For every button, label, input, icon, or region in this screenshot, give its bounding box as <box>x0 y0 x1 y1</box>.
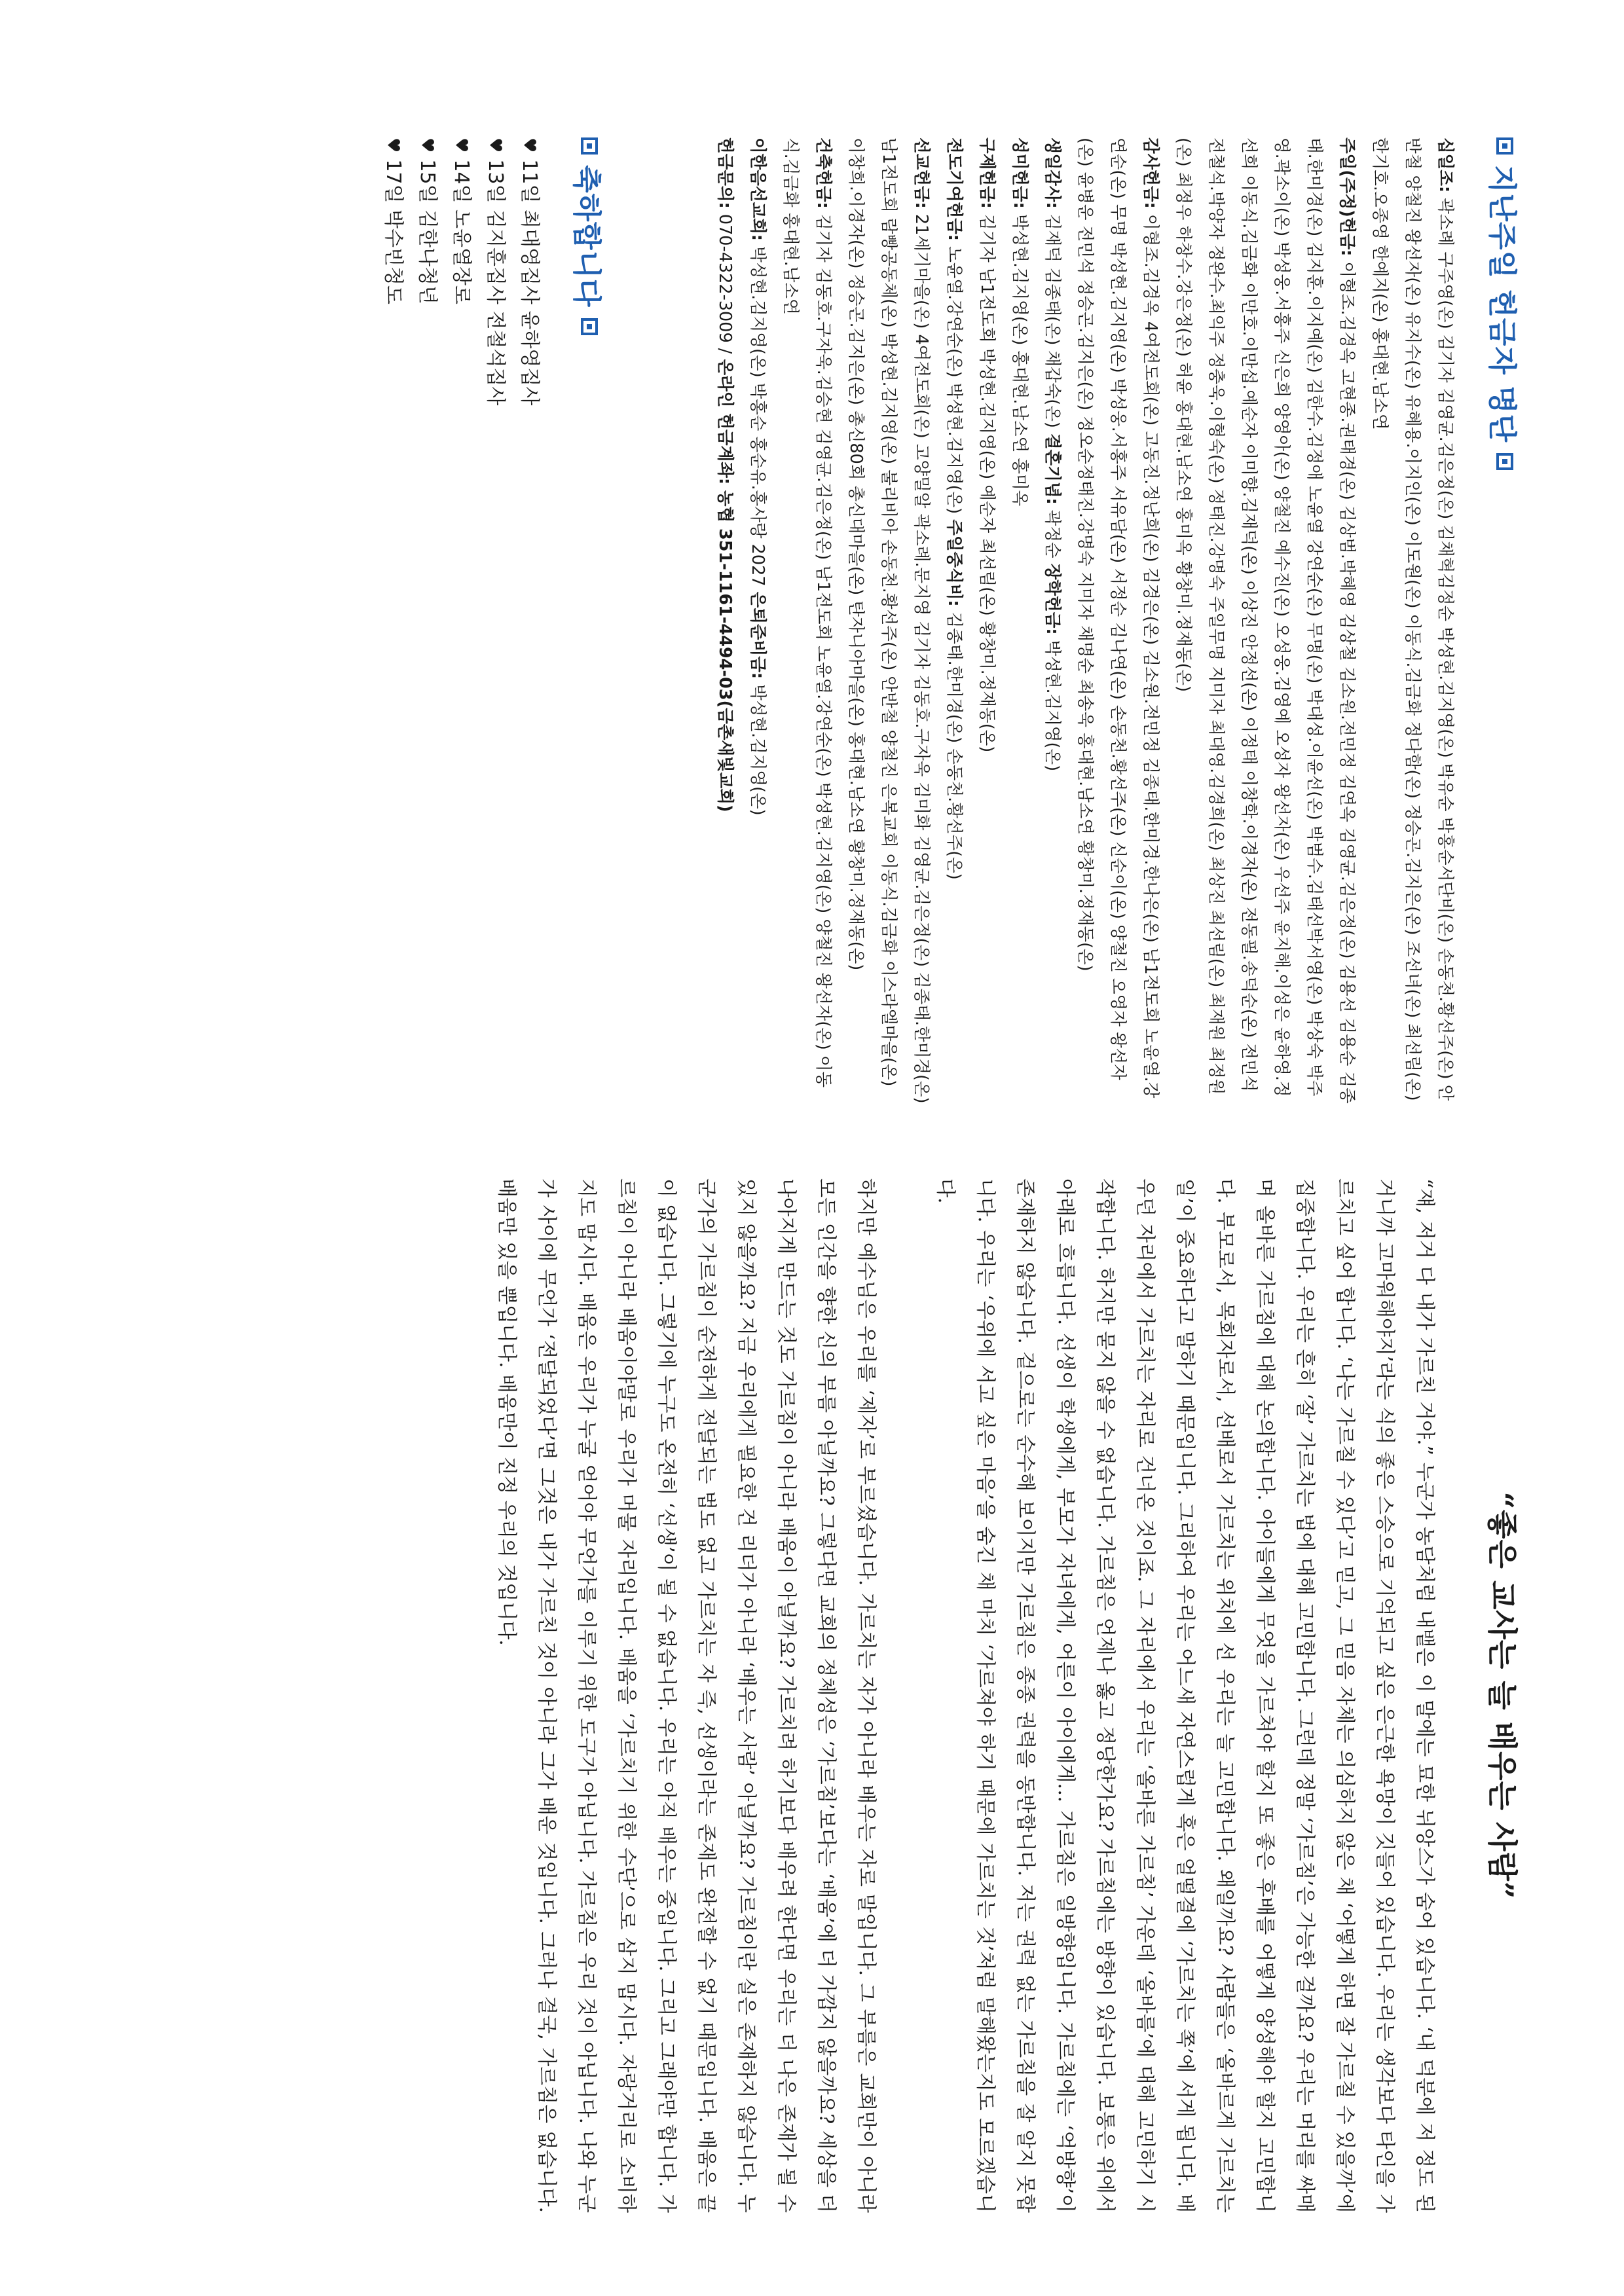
offering-line <box>840 137 938 1106</box>
offering-donors: 김기자 남1전도회 박성현.김지영(온) 예순자 최선림(온) 황창미.정재동(온) <box>977 208 997 753</box>
offering-donors: 노윤열.강연순(온) 박성현.김지영(온) <box>944 241 964 520</box>
list-item <box>376 137 410 1106</box>
congrats-entry: 15일 김한나청년 <box>416 159 439 304</box>
offering-line <box>1003 137 1036 1106</box>
square-bullet-icon <box>581 137 598 155</box>
offering-donors: 김종태.한미경(온) 손동천.황선주(온) <box>944 606 964 880</box>
offering-category-label: 생일감사: <box>1043 137 1062 209</box>
square-bullet-icon <box>581 318 598 335</box>
offering-category-label: 헌금문의: <box>715 137 735 209</box>
offering-donors: 박성현.김지영(온) 홍대현.남소연 홍미옥 <box>1010 208 1029 507</box>
offering-line <box>709 137 741 1106</box>
offering-donors: 이형조.김경옥 4여전도회(온) 고동진.정난희(온) 김경은(온) 김소원.전민정 김종태.한미경.한나은(온) 남1전도회 노윤열.강연순(온) 무명 박성현.김지영(온) 박성웅.서홍주 서유담(온) 서정순 김나연(온) 손동천.황선주(온) 신순이(온) 양철진 오영자 왕선자(온) 윤병운 전민석 정승곤.김지은(온) 정오순정태진.강명숙 지미자 채명순 최송욱 홍대현.남소연 황창미.정재동(온) <box>1075 137 1160 1099</box>
list-item <box>444 137 478 1106</box>
offering-donors: 박성현.김지영(온) <box>1043 634 1062 772</box>
offering-line <box>970 137 1003 1106</box>
offering-line <box>1363 137 1462 1106</box>
offering-category-label: 주일중식비: <box>944 519 964 607</box>
heart-icon: ♥ <box>519 137 539 153</box>
essay-title: “좋은 교사는 늘 배우는 사람” <box>1485 1491 1520 1900</box>
offering-line <box>774 137 840 1106</box>
right-column <box>447 1178 1526 2213</box>
offering-category-label: 건축헌금: <box>813 137 833 209</box>
heart-icon: ♥ <box>485 137 505 153</box>
congrats-entry: 13일 김지훈집사 전철석집사 <box>484 159 507 406</box>
offering-category-label: 온라인 헌금계좌: <box>715 359 735 485</box>
offering-category-label: 장학헌금: <box>1043 563 1062 635</box>
congrats-list <box>376 137 546 1106</box>
essay-paragraph: 하지만 예수님은 우리를 ‘제자’로 부르셨습니다. 가르치는 자가 아니라 배우는 자로 말입니다. 그 부름은 교회만이 아니라 모든 인간을 향한 신의 부름 아닐까요? 그렇다면 교회의 정체성은 ‘가르침’보다는 ‘배움’에 더 가깝지 않을까요? 세상을 더 나아지게 만드는 것도 가르침이 아니라 배움이 아닐까요? 가르치려 하기보다 배우려 한다면 우리는 더 나은 존재가 될 수 있지 않을까요? 지금 우리에게 필요한 건 리더가 아니라 ‘배우는 사람’ 아닐까요? 가르침이란 실은 존재하지 않습니다. 누군가의 가르침이 순전하게 전달되는 법도 없고 가르치는 자 즉, 선생이라는 존재도 완전할 수 없기 때문입니다. 배움은 끝이 없습니다. 그렇기에 누구도 온전히 ‘선생’이 될 수 없습니다. 우리는 아직 배우는 중입니다. 그리고 그래야만 합니다. 가르침이 아니라 배움이야말로 우리가 머물 자리입니다. 배움을 ‘가르치기 위한 수단’으로 삼지 맙시다. 자랑거리로 소비하지도 맙시다. 배움은 우리가 누굴 얻어야 무언가를 이루기 위한 도구가 아닙니다. 가르침은 우리 것이 아닙니다. 나와 누군가 사이에 무언가 ‘전달되었다’면 그것은 내가 가르친 것이 아니라 그가 배운 것입니다. 그러나 결국, 가르침은 없습니다. 배움만 있을 뿐입니다. 배움만이 진정 우리의 것입니다. <box>495 1178 877 2213</box>
offering-donors: 곽소례 구주영(온) 김기자 김영균.김은정(온) 김채혁김정순 박성현.김지영(온) 박유순 박홍순서단비(온) 손동천.황선주(온) 안반철 양철진 왕선자(온) 유지수(온) 유혜용.이지인(온) 이도원(온) 이동식.김금화 정다함(온) 정승곤.김지은(온) 조선녀(온) 최선림(온) 한기호.오종영 한예지(온) 홍대현.남소연 <box>1370 137 1455 1101</box>
square-bullet-icon <box>1496 137 1513 155</box>
square-bullet-icon <box>1496 453 1513 470</box>
offering-line <box>741 137 774 1106</box>
congrats-header <box>568 137 610 1106</box>
congrats-entry: 17일 박수빈청도 <box>382 159 405 304</box>
offering-category-label: 구제헌금: <box>977 137 997 209</box>
offering-header <box>1484 137 1526 1106</box>
list-item <box>478 137 512 1106</box>
left-column <box>376 137 1526 1106</box>
offering-donors: 박성현.김지영(온) 박홍순 홍순유.홍사랑 2027 <box>748 241 767 592</box>
offering-line <box>1069 137 1167 1106</box>
congrats-title: 축하합니다 <box>570 165 603 308</box>
offering-title: 지난주일 헌금자 명단 <box>1485 165 1519 443</box>
offering-donors: 김재덕 김종태(온) 채갑숙(온) <box>1043 208 1062 433</box>
offering-category-label: 결혼기념: <box>1043 433 1062 505</box>
offering-line <box>1167 137 1363 1106</box>
offering-donors: 이형조.김경옥 고현종.권태경(온) 김상범.박혜영 김상철 김소원.전민정 김연옥 김영균.김은정(온) 김용선 김용순 김종태.한미경(온) 김지훈.이지예(온) 김한수.김정애 노윤열 강연순(온) 무명(온) 박대성.이윤선(온) 박범수.김태선박서영(온) 박상숙 박주영.곽소이(온) 박성웅.서홍주 신은희 양영아(온) 양철진 예수진(온) 오성웅.김영예 오성자 왕선자(온) 우선주 윤지해.이성은 윤하영.정선희 이동식.김금화 이만호.이만섭.예순자 이미향.김재덕(온) 이상진 안정선(온) 이정태 이창학.이경자(온) 전동필.송덕순(온) 전민석 전철석.박양자 정완수.최익주 정충욱.이형숙(온) 정태진.강명숙 주일무명 지미자 최대영.김경희(온) 최상진 최선림(온) 최재원 최정원(온) 최정우 하창수.강은정(온) 허윤 홍대현.남소연 홍미옥 황창미.정재동(온) <box>1173 137 1357 1104</box>
congrats-entry: 11일 최대영집사 윤하영집사 <box>518 159 541 406</box>
offering-donors: 김기자 김동호.구자욱.김승현 김영균.김은정(온) 남1전도회 노윤열.강연순(온) 박성현.김지영(온) 양철진 왕선자(온) 이동식.김금화 홍대현.남소연 <box>781 137 833 1088</box>
offering-category-label: 십일조: <box>1435 137 1455 193</box>
offering-roster <box>709 137 1462 1106</box>
offering-line <box>1036 137 1069 1106</box>
offering-category-label: 은퇴준비금: <box>748 591 767 680</box>
offering-category-label: 주일(주정)헌금: <box>1337 137 1357 257</box>
essay-paragraph: “쟤, 저거 다 내가 가르친 거야.” 누군가 농담처럼 내뱉은 이 말에는 묘한 뉘앙스가 숨어 있습니다. ‘내 덕분에 저 정도 된 거니까 고마워해야지’라는 식의 좋은 스승으로 기억되고 싶은 은근한 욕망이 깃들어 있습니다. 우리는 생각보다 타인을 가르치고 싶어 합니다. ‘나는 가르칠 수 있다’고 믿고, 그 믿음 자체는 의심하지 않은 채 ‘어떻게 하면 잘 가르칠 수 있을까’에 집중합니다. 우리는 흔히 ‘잘’ 가르치는 법에 대해 고민합니다. 그런데 정말 ‘가르침’은 가능한 걸까요? 우리는 머리를 싸매며 올바른 가르침에 대해 논의합니다. 아이들에게 무엇을 가르쳐야 할지 또 좋은 후배를 어떻게 양성해야 할지 고민합니다. 부모로서, 목회자로서, 선배로서 가르치는 위치에 선 우리는 늘 고민합니다. 왜일까요? 사람들은 ‘올바르게 가르치는 일’이 중요하다고 말하기 때문입니다. 그리하여 우리는 어느새 자연스럽게 혹은 얼떨결에 ‘가르치는 쪽’에 서게 됩니다. 배우던 자리에서 가르치는 자리로 건너온 것이죠. 그 자리에서 우리는 ‘올바른 가르침’ 가운데 ‘올바름’에 대해 고민하기 시작합니다. 하지만 묻지 않을 수 없습니다. 가르침은 언제나 옳고 정당한가요? 가르침에는 방향이 있습니다. 보통은 위에서 아래로 흐릅니다. 선생이 학생에게, 부모가 자녀에게, 어른이 아이에게… 가르침은 일방향입니다. 가르침에는 ‘억방향’이 존재하지 않습니다. 겉으로는 순수해 보이지만 가르침은 종종 권력을 동반합니다. 저는 권력 없는 가르침을 잘 알지 못합니다. 우리는 ‘우위에 서고 싶은 마음’을 숨긴 채 마치 ‘가르쳐야 하기 때문에 가르치는 것’처럼 말해왔는지도 모르겠습니다. <box>934 1178 1436 2213</box>
offering-donors: 곽정순 <box>1043 504 1062 564</box>
heart-icon: ♥ <box>451 137 471 153</box>
offering-donors: 21세기마을(온) 4여전도회(온) 고양밀알 곽소례.문지영 김기자 김동호.구자욱 김미화 김영균.김은정(온) 김종태.한미경(온) 남1전도회 람빵공동체(온) 박성현.김지영(온) 불리비아 손동천.황선주(온) 안반철 양철진 은복교회 이동식.김금화 이스라엘마을(온) 이창희.이경자(온) 정승곤.김지은(온) 총신80회 총신대마을(온) 탄자니아마을(온) 홍대현.남소연 황창미.정재동(온) <box>846 137 931 1104</box>
offering-line <box>938 137 970 1106</box>
offering-category-label: 성미헌금: <box>1010 137 1029 209</box>
list-item <box>410 137 444 1106</box>
offering-category-label: 이한음선교회: <box>748 137 767 241</box>
heart-icon: ♥ <box>417 137 437 153</box>
offering-category-label: 전도기여헌금: <box>944 137 964 241</box>
congrats-entry: 14일 노윤열장로 <box>450 159 473 304</box>
offering-donors: 박성현.김지영(온) <box>748 679 767 816</box>
offering-account: 농협 351-1161-4494-03(금촌새빛교회) <box>715 484 735 812</box>
list-item <box>512 137 546 1106</box>
offering-category-label: 선교헌금: <box>912 137 931 209</box>
offering-category-label: 감사헌금: <box>1141 137 1160 209</box>
heart-icon: ♥ <box>383 137 403 153</box>
offering-contact: 070-4322-3009 / <box>715 208 735 359</box>
